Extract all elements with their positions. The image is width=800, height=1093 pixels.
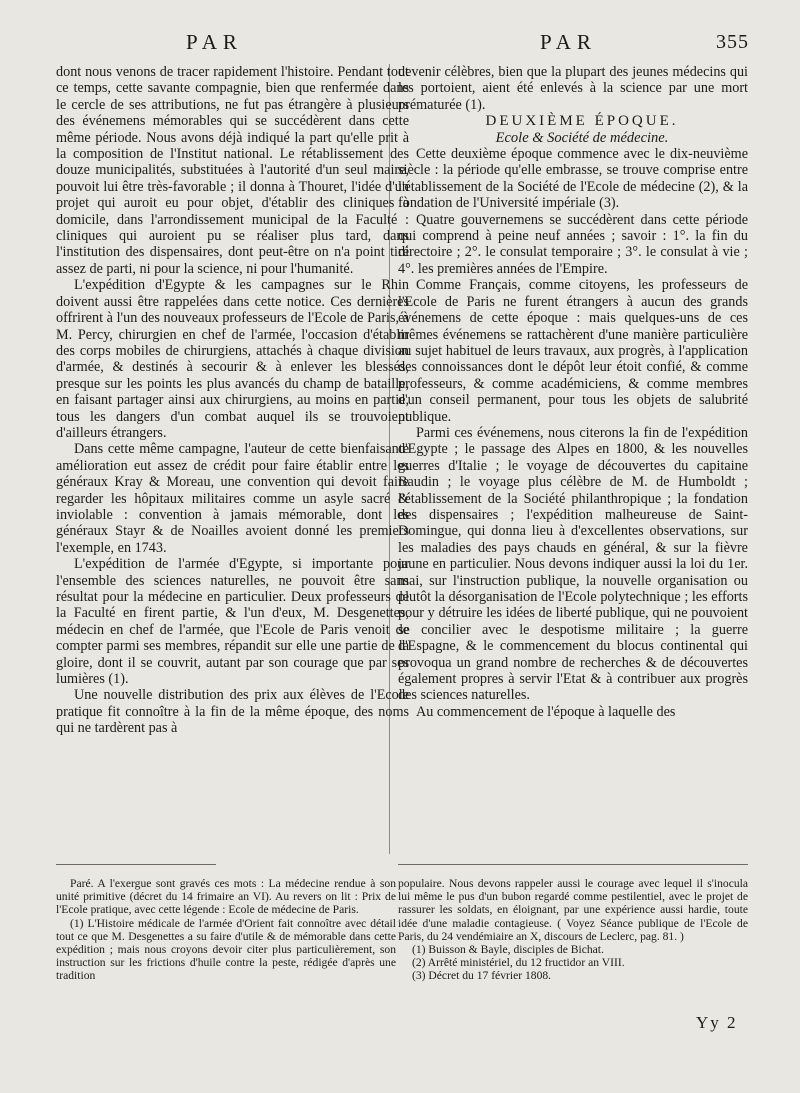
left-paragraph: L'expédition d'Egypte & les campagnes sur le Rhin doivent aussi être rappelées dans cette notice. Ces dernières offrirent à l'un des nouveaux professeurs de l'Ecole de Paris, à M. Percy, chirurgien en chef de l'armée, l'occasion d'établir des corps mobiles de chirurgiens, attachés à chaque division d'armée, & destinés à secourir & à enlever les blessés, presque sur les points les plus avancés du champ de bataille, en faisant partager ainsi aux chirurgiens, au moins en partie, tous les dangers d'un combat auquel ils se trouvoient d'ailleurs étrangers.	[56, 277, 409, 441]
footnote: (1) L'Histoire médicale de l'armée d'Orient fait connoître avec détail tout ce que M. Desgenettes a su faire d'utile & de mémorable dans cette expédition ; mais nous croyons devoir citer plus particulièrement, son instruction sur les frictions d'huile contre la peste, rédigée d'après une tradition	[56, 916, 396, 983]
right-paragraph: Quatre gouvernemens se succédèrent dans cette période qui comprend à peine neuf années ; savoir : 1°. la fin du directoire ; 2°. le consulat temporaire ; 3°. le consulat à vie ; 4°. les premières années de l'Empire.	[398, 211, 748, 277]
page-number: 355	[716, 31, 749, 53]
right-paragraph: Au commencement de l'époque à laquelle des	[416, 703, 676, 720]
footnote-rule-right	[398, 864, 748, 865]
signature-mark: Yy 2	[696, 1013, 738, 1032]
left-paragraph: Une nouvelle distribution des prix aux élèves de l'Ecole pratique fit connoître à la fin de la même époque, des noms qui ne tardèrent pas à	[56, 687, 409, 737]
section-title: DEUXIÈME ÉPOQUE.	[485, 113, 679, 130]
right-column	[398, 64, 748, 720]
running-head-right: PAR	[540, 30, 597, 54]
footnote: (2) Arrêté ministériel, du 12 fructidor an VIII.	[412, 956, 625, 970]
footnote: Paré. A l'exergue sont gravés ces mots : La médecine rendue à son unité primitive (décret du 14 frimaire an VI). Au revers on lit : Prix de l'Ecole pratique, avec cette légende : Ecole de médecine de Paris.	[56, 877, 396, 917]
footnote: (1) Buisson & Bayle, disciples de Bichat.	[412, 943, 604, 957]
running-head-left: PAR	[186, 30, 243, 54]
section-subtitle: Ecole & Société de médecine.	[495, 129, 669, 146]
right-paragraph: Parmi ces événemens, nous citerons la fin de l'expédition d'Egypte ; le passage des Alpes en 1800, & les nouvelles guerres d'Italie ; le voyage de découvertes du capitaine Baudin ; le voyage plus célèbre de M. de Humboldt ; l'établissement de la Société philanthropique ; la fondation des dispensaires ; l'expédition malheureuse de Saint-Domingue, qui donna lieu à d'excellentes observations, sur les maladies des pays chauds en général, & sur la fièvre jaune en particulier. Nous devons indiquer aussi la loi du 1er. mai, sur l'instruction publique, la nouvelle organisation ou plutôt la désorganisation de l'Ecole polytechnique ; les efforts pour y détruire les idées de liberté publique, qui ne pouvoient se concilier avec le despotisme militaire ; la guerre d'Espagne, & le commencement du blocus continental qui provoqua un grand nombre de recherches & de découvertes également propres à servir l'Etat & à contribuer aux progrès des sciences naturelles.	[398, 424, 748, 704]
right-paragraph: Cette deuxième époque commence avec le dix-neuvième siècle : la période qu'elle embrasse, se trouve comprise entre l'établissement de la Société de l'Ecole de médecine (2), & la fondation de l'Université impériale (3).	[398, 146, 748, 212]
left-column	[56, 64, 409, 737]
footnotes-right	[398, 877, 748, 983]
footnotes-left	[56, 877, 396, 983]
footnote: (3) Décret du 17 février 1808.	[412, 969, 552, 983]
right-intro: devenir célèbres, bien que la plupart des jeunes médecins qui les portoient, aient été enlevés à la science par une mort prématurée (1).	[398, 64, 748, 113]
right-paragraph: Comme Français, comme citoyens, les professeurs de l'Ecole de Paris ne furent étrangers à aucun des grands événemens de cette époque : mais quelques-uns de ces mêmes événemens se rattachèrent d'une manière particulière au sujet habituel de leurs travaux, aux progrès, à l'application des connoissances dont le dépôt leur étoit confié, & comme professeurs, & comme académiciens, & comme membres d'un conseil permanent, pour tous les objets de salubrité publique.	[398, 277, 748, 425]
left-paragraph: dont nous venons de tracer rapidement l'histoire. Pendant tout ce temps, cette savante compagnie, bien que renfermée dans le cercle de ses attributions, ne fut pas étrangère à plusieurs des événemens mémorables qui se succédèrent dans cette même période. Nous avons déjà indiqué la part qu'elle prit à la composition de l'Institut national. Le rétablissement des douze municipalités, substituées à l'autorité d'un seul maire, pouvoit lui être très-favorable ; il donna à Thouret, l'idée d'un projet qui auroit eu pour objet, d'établir des cliniques à domicile, dans l'arrondissement municipal de la Faculté : cliniques qui auroient pu se réaliser plus tard, dans l'institution des dispensaires, dont peut-être on n'a point tiré assez de parti, ni pour la science, ni pour l'humanité.	[56, 64, 409, 277]
footnote-rule-left	[56, 864, 216, 865]
footnote: populaire. Nous devons rappeler aussi le courage avec lequel il s'inocula lui même le pus d'un bubon regardé comme pestilentiel, avec le projet de rassurer les soldats, en éloignant, par une expérience aussi hardie, toute idée d'une maladie contagieuse. ( Voyez Séance publique de l'Ecole de Paris, du 24 vendémiaire an X, discours de Leclerc, pag. 81. )	[398, 877, 748, 943]
left-paragraph: Dans cette même campagne, l'auteur de cette bienfaisante amélioration eut assez de crédit pour faire établir entre les généraux Kray & Moreau, une convention qui devoit faire regarder les hôpitaux militaires comme un asyle sacré & inviolable : convention à jamais mémorable, dont les généraux Stayr & de Noailles avoient donné les premiers l'exemple, en 1743.	[56, 441, 409, 556]
left-paragraph: L'expédition de l'armée d'Egypte, si importante pour l'ensemble des sciences naturelles, ne pouvoit être sans résultat pour la médecine en particulier. Deux professeurs de la Faculté en firent partie, & l'un d'eux, M. Desgenettes, médecin en chef de l'armée, que l'Ecole de Paris venoit de compter parmi ses membres, répandit sur elle une partie de la gloire, dont il se couvrit, autant par son courage que par ses lumières (1).	[56, 556, 409, 688]
